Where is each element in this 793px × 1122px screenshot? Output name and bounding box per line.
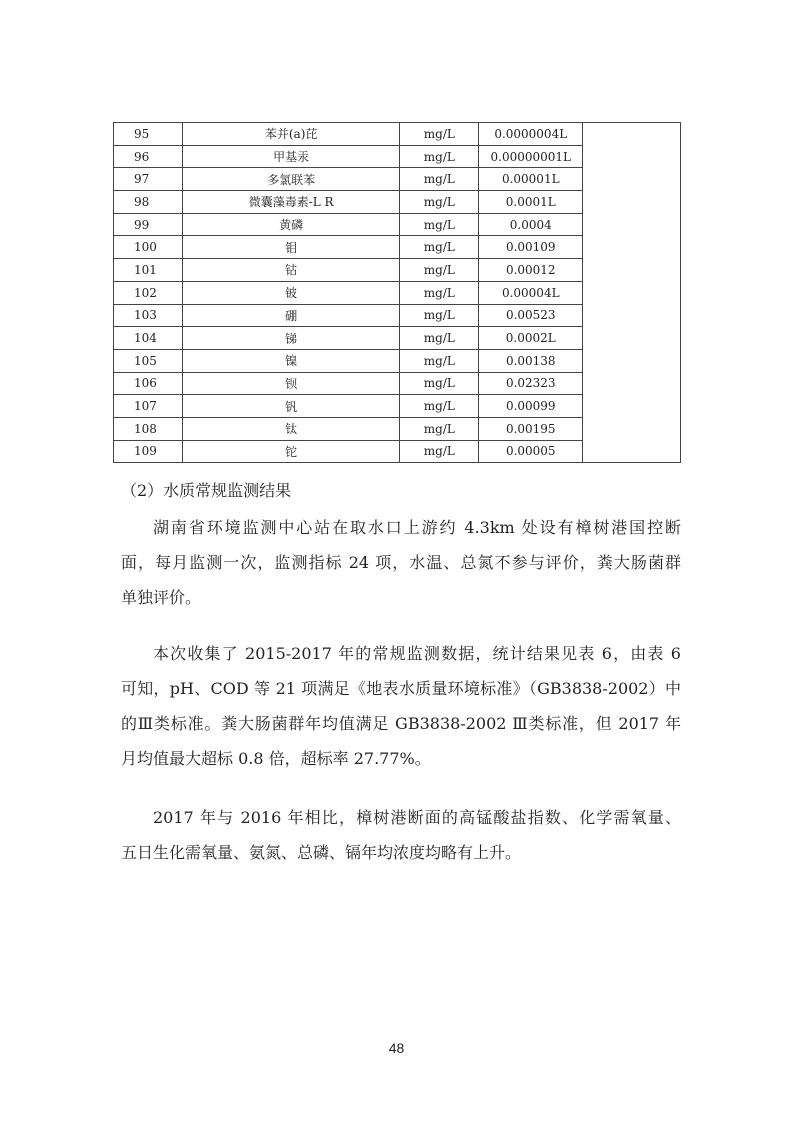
unit: mg/L [400, 281, 479, 304]
page-number: 48 [388, 1040, 405, 1056]
measured-value: 0.00004L [479, 281, 583, 304]
row-number: 108 [114, 417, 183, 440]
measured-value: 0.00109 [479, 236, 583, 259]
measured-value: 0.00000001L [479, 145, 583, 168]
parameter-name: 镍 [182, 349, 399, 372]
measured-value: 0.0001L [479, 191, 583, 214]
row-number: 107 [114, 395, 183, 418]
row-number: 99 [114, 213, 183, 236]
parameter-name: 铊 [182, 440, 399, 463]
row-number: 98 [114, 191, 183, 214]
unit: mg/L [400, 372, 479, 395]
unit: mg/L [400, 327, 479, 350]
paragraph-2 [121, 636, 681, 776]
parameter-name: 多氯联苯 [182, 168, 399, 191]
row-number: 102 [114, 281, 183, 304]
measured-value: 0.00195 [479, 417, 583, 440]
parameter-name: 锑 [182, 327, 399, 350]
row-number: 105 [114, 349, 183, 372]
unit: mg/L [400, 145, 479, 168]
paragraph-line: 可知，pH、COD 等 21 项满足《地表水质量环境标准》（GB3838-2002）中 [121, 679, 681, 698]
parameter-name: 钼 [182, 236, 399, 259]
measured-value: 0.02323 [479, 372, 583, 395]
parameter-name: 甲基汞 [182, 145, 399, 168]
row-number: 101 [114, 259, 183, 282]
measured-value: 0.00001L [479, 168, 583, 191]
measured-value: 0.00012 [479, 259, 583, 282]
unit: mg/L [400, 259, 479, 282]
paragraph-line: 面，每月监测一次，监测指标 24 项，水温、总氮不参与评价，粪大肠菌群 [121, 553, 681, 572]
parameter-name: 钒 [182, 395, 399, 418]
unit: mg/L [400, 168, 479, 191]
row-number: 109 [114, 440, 183, 463]
row-number: 100 [114, 236, 183, 259]
row-number: 97 [114, 168, 183, 191]
row-number: 106 [114, 372, 183, 395]
parameter-name: 钛 [182, 417, 399, 440]
parameter-name: 微囊藻毒素-L R [182, 191, 399, 214]
paragraph-line: 单独评价。 [121, 588, 202, 607]
measured-value: 0.00005 [479, 440, 583, 463]
parameter-name: 钡 [182, 372, 399, 395]
paragraph-3 [121, 800, 681, 870]
row-number: 96 [114, 145, 183, 168]
unit: mg/L [400, 349, 479, 372]
parameter-name: 苯并(a)芘 [182, 123, 399, 146]
parameter-name: 铍 [182, 281, 399, 304]
unit: mg/L [400, 236, 479, 259]
monitoring-results-table [113, 122, 681, 463]
heading-text: （2）水质常规监测结果 [121, 481, 292, 500]
paragraph-1 [121, 510, 681, 615]
measured-value: 0.0000004L [479, 123, 583, 146]
unit: mg/L [400, 440, 479, 463]
unit: mg/L [400, 213, 479, 236]
measured-value: 0.0004 [479, 213, 583, 236]
unit: mg/L [400, 123, 479, 146]
unit: mg/L [400, 417, 479, 440]
section-heading [121, 473, 681, 508]
measured-value: 0.0002L [479, 327, 583, 350]
parameter-name: 硼 [182, 304, 399, 327]
unit: mg/L [400, 191, 479, 214]
table-row [114, 123, 681, 146]
parameter-name: 钴 [182, 259, 399, 282]
remarks-cell [583, 123, 681, 463]
paragraph-line: 2017 年与 2016 年相比，樟树港断面的高锰酸盐指数、化学需氧量、 [153, 808, 681, 827]
paragraph-line: 本次收集了 2015-2017 年的常规监测数据，统计结果见表 6，由表 6 [153, 644, 681, 663]
measured-value: 0.00523 [479, 304, 583, 327]
row-number: 95 [114, 123, 183, 146]
measured-value: 0.00099 [479, 395, 583, 418]
paragraph-line: 月均值最大超标 0.8 倍，超标率 27.77%。 [121, 749, 431, 768]
paragraph-line: 五日生化需氧量、氨氮、总磷、镉年均浓度均略有上升。 [121, 843, 522, 862]
row-number: 104 [114, 327, 183, 350]
paragraph-line: 的Ⅲ类标准。粪大肠菌群年均值满足 GB3838-2002 Ⅲ类标准，但 2017 年 [121, 714, 681, 733]
row-number: 103 [114, 304, 183, 327]
paragraph-line: 湖南省环境监测中心站在取水口上游约 4.3km 处设有樟树港国控断 [153, 518, 681, 537]
unit: mg/L [400, 395, 479, 418]
parameter-name: 黄磷 [182, 213, 399, 236]
unit: mg/L [400, 304, 479, 327]
measured-value: 0.00138 [479, 349, 583, 372]
